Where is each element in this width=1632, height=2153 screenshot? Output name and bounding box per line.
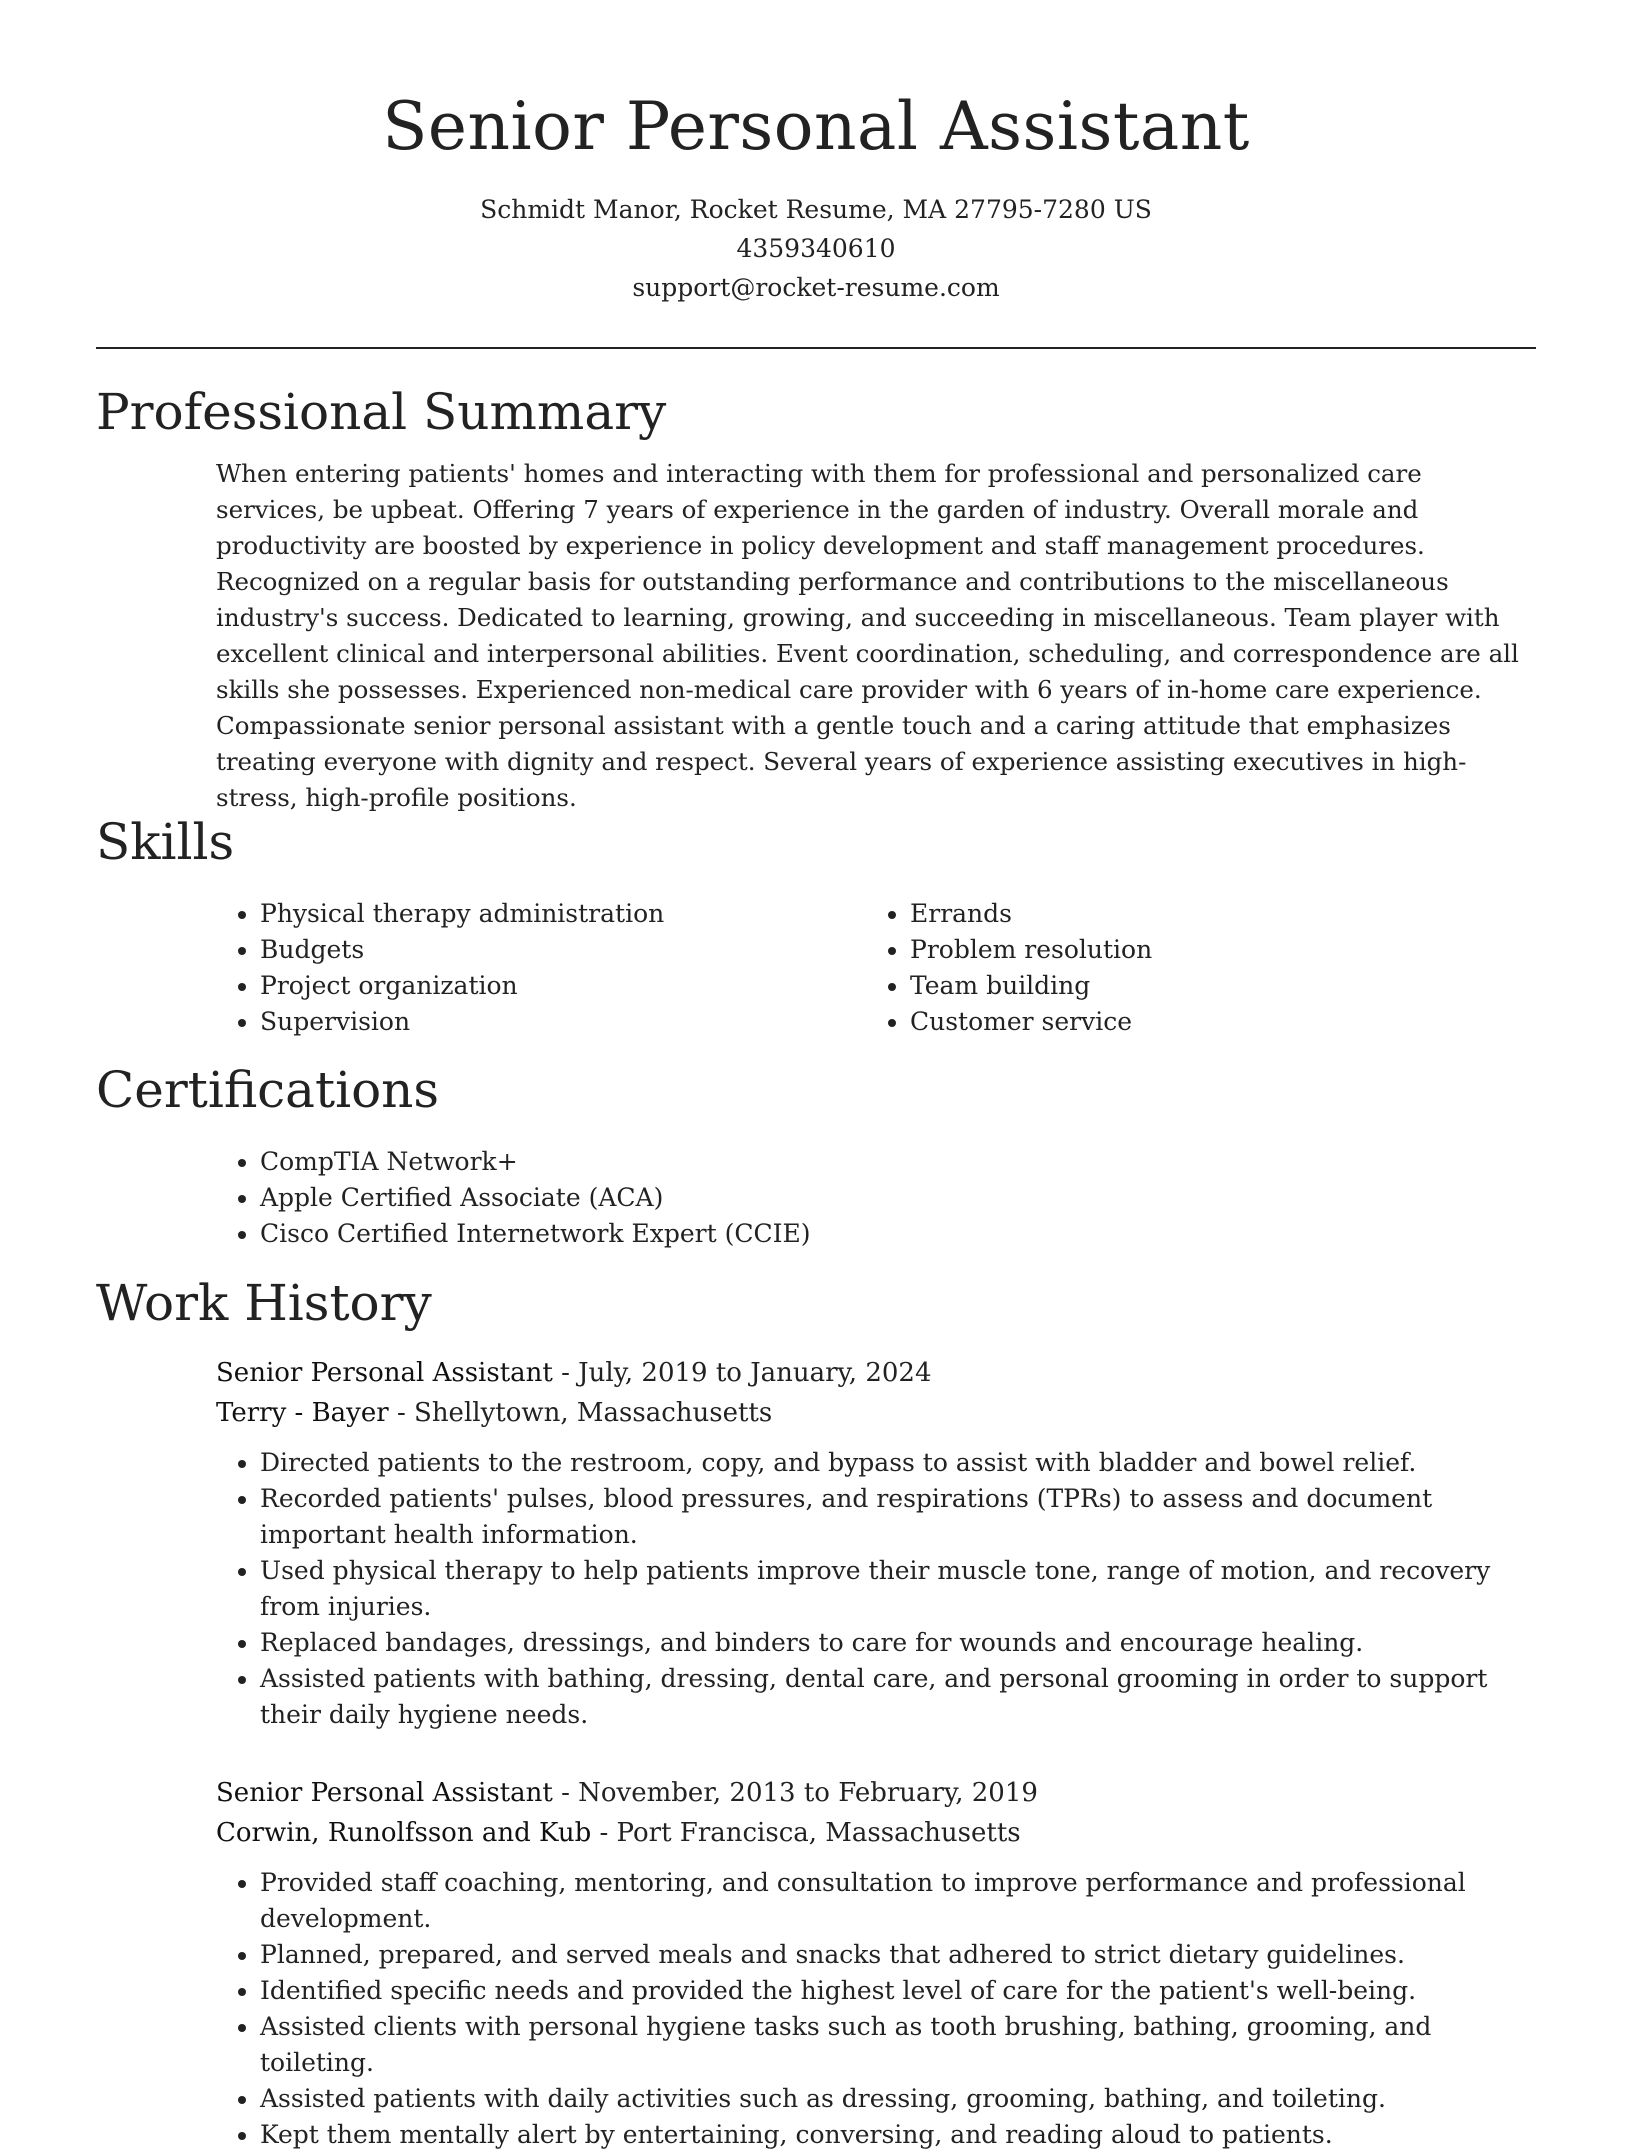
job-bullet: • Identified specific needs and provided the highest level of care for the patient's well-being.	[260, 1973, 1536, 2009]
job-company-line	[216, 1393, 1536, 1433]
job-entry	[216, 1353, 1536, 1733]
job-bullets	[216, 1445, 1536, 1733]
skills-section	[0, 810, 1632, 1040]
skill-item: • Physical therapy administration	[260, 896, 866, 932]
job-company-line	[216, 1813, 1536, 1853]
certifications-heading: Certifications	[96, 1061, 440, 1119]
job-bullet: • Provided staff coaching, mentoring, and consultation to improve performance and professional development.	[260, 1865, 1536, 1937]
skill-item: • Problem resolution	[910, 932, 1516, 968]
job-entry	[216, 1773, 1536, 2153]
job-title-line	[216, 1353, 1536, 1393]
contact-phone: 4359340610	[736, 234, 896, 263]
job-role: Senior Personal Assistant	[216, 1358, 553, 1388]
work-history-section	[0, 1271, 1632, 2153]
skill-item: • Budgets	[260, 932, 866, 968]
summary-section	[0, 380, 1632, 816]
skills-grid	[216, 896, 1632, 1040]
job-bullet: • Used physical therapy to help patients improve their muscle tone, range of motion, and recovery from injuries.	[260, 1553, 1536, 1625]
certifications-list	[216, 1144, 1632, 1252]
candidate-title: Senior Personal Assistant	[382, 88, 1250, 165]
job-company: Corwin, Runolfsson and Kub	[216, 1818, 592, 1848]
certification-item: • Apple Certified Associate (ACA)	[260, 1180, 1632, 1216]
contact-address: Schmidt Manor, Rocket Resume, MA 27795-7280 US	[480, 195, 1152, 224]
summary-heading: Professional Summary	[96, 383, 667, 441]
job-bullet: • Planned, prepared, and served meals and snacks that adhered to strict dietary guidelines.	[260, 1937, 1536, 1973]
skill-item: • Errands	[910, 896, 1516, 932]
skill-item: • Team building	[910, 968, 1516, 1004]
job-bullet: • Assisted clients with personal hygiene tasks such as tooth brushing, bathing, grooming, and toileting.	[260, 2009, 1536, 2081]
skill-item: • Supervision	[260, 1004, 866, 1040]
job-bullet: • Assisted patients with bathing, dressing, dental care, and personal grooming in order to support their daily hygiene needs.	[260, 1661, 1536, 1733]
job-location: - Port Francisca, Massachusetts	[591, 1818, 1021, 1848]
contact-email: support@rocket-resume.com	[632, 273, 1000, 302]
job-location: - Shellytown, Massachusetts	[388, 1398, 773, 1428]
contact-block	[0, 190, 1632, 307]
skills-column-right	[866, 896, 1516, 1040]
job-bullets	[216, 1865, 1536, 2153]
job-title-line	[216, 1773, 1536, 1813]
certifications-section	[0, 1058, 1632, 1252]
job-dates: - November, 2013 to February, 2019	[552, 1778, 1038, 1808]
skills-column-left	[216, 896, 866, 1040]
certification-item: • CompTIA Network+	[260, 1144, 1632, 1180]
job-bullet: • Replaced bandages, dressings, and binders to care for wounds and encourage healing.	[260, 1625, 1536, 1661]
job-dates: - July, 2019 to January, 2024	[552, 1358, 932, 1388]
resume-header	[0, 0, 1632, 307]
skills-heading: Skills	[96, 813, 235, 871]
job-bullet: • Assisted patients with daily activities such as dressing, grooming, bathing, and toileting.	[260, 2081, 1536, 2117]
header-divider	[96, 347, 1536, 349]
job-bullet: • Kept them mentally alert by entertaining, conversing, and reading aloud to patients.	[260, 2117, 1536, 2153]
job-bullet: • Recorded patients' pulses, blood pressures, and respirations (TPRs) to assess and document important health information.	[260, 1481, 1536, 1553]
job-bullet: • Directed patients to the restroom, copy, and bypass to assist with bladder and bowel relief.	[260, 1445, 1536, 1481]
skill-item: • Customer service	[910, 1004, 1516, 1040]
job-role: Senior Personal Assistant	[216, 1778, 553, 1808]
job-company: Terry - Bayer	[216, 1398, 389, 1428]
summary-text: When entering patients' homes and interacting with them for professional and personalized care services, be upbeat. Offering 7 years of experience in the garden of industry. Overall morale and productivity are boosted by experience in policy development and staff management procedures. Recognized on a regular basis for outstanding performance and contributions to the miscellaneous industry's success. Dedicated to learning, growing, and succeeding in miscellaneous. Team player with excellent clinical and interpersonal abilities. Event coordination, scheduling, and correspondence are all skills she possesses. Experienced non-medical care provider with 6 years of in-home care experience. Compassionate senior personal assistant with a gentle touch and a caring attitude that emphasizes treating everyone with dignity and respect. Several years of experience assisting executives in high-stress, high-profile positions.	[216, 459, 1519, 812]
skill-item: • Project organization	[260, 968, 866, 1004]
certification-item: • Cisco Certified Internetwork Expert (CCIE)	[260, 1216, 1632, 1252]
work-history-heading: Work History	[96, 1274, 432, 1332]
